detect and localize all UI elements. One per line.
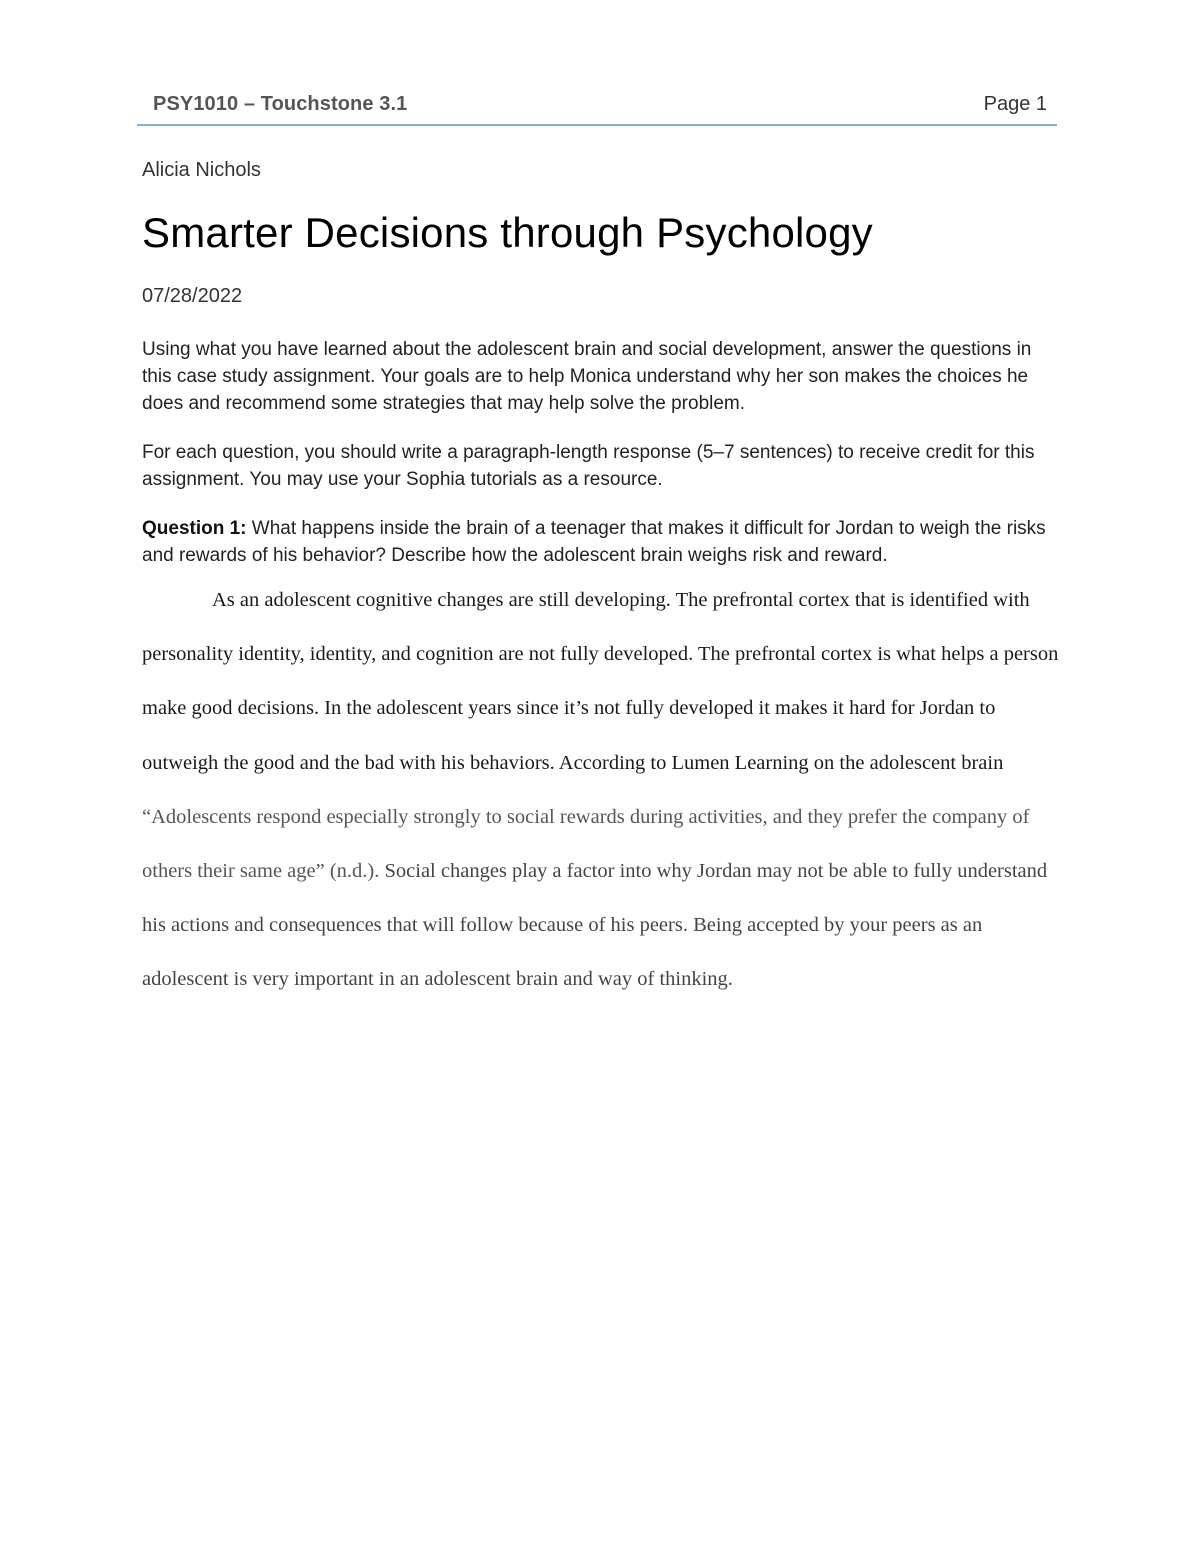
document-title: Smarter Decisions through Psychology [142,209,873,256]
question-1-label: Question 1: [142,518,247,539]
answer-1 [142,573,1060,1007]
author-name: Alicia Nichols [142,159,261,181]
page-header [137,90,1057,126]
course-title: PSY1010 – Touchstone 3.1 [153,93,408,115]
question-1 [142,515,1062,569]
document-body [142,156,1062,1007]
answer-1-conclusion: Social changes play a factor into why Jordan may not be able to fully understand his actions and consequences that will follow because of his peers. Being accepted by your peers as an adolescent is very important in an adolescent brain and way of thinking. [142,860,1048,991]
document-date: 07/28/2022 [142,285,243,307]
instructions-paragraph-2: For each question, you should write a paragraph-length response (5–7 sentences) to receive credit for this assignment. You may use your Sophia tutorials as a resource. [142,442,1035,490]
question-1-prompt: What happens inside the brain of a teenager that makes it difficult for Jordan to weigh the risks and rewards of his behavior? Describe how the adolescent brain weighs risk and reward. [142,518,1046,566]
instructions-paragraph-1: Using what you have learned about the adolescent brain and social development, answer the questions in this case study assignment. Your goals are to help Monica understand why her son makes the choices he does and recommend some strategies that may help solve the problem. [142,339,1032,414]
answer-1-quote: “Adolescents respond especially strongly to social rewards during activities, and they prefer the company of others their same age” (n.d.). [142,805,1030,883]
page-number: Page 1 [983,93,1047,115]
answer-1-text: As an adolescent cognitive changes are still developing. The prefrontal cortex that is identified with personality identity, identity, and cognition are not fully developed. The prefrontal cortex is what helps a person make good decisions. In the adolescent years since it’s not fully developed it makes it hard for Jordan to outweigh the good and the bad with his behaviors. According to Lumen Learning on the adolescent brain [142,589,1059,774]
